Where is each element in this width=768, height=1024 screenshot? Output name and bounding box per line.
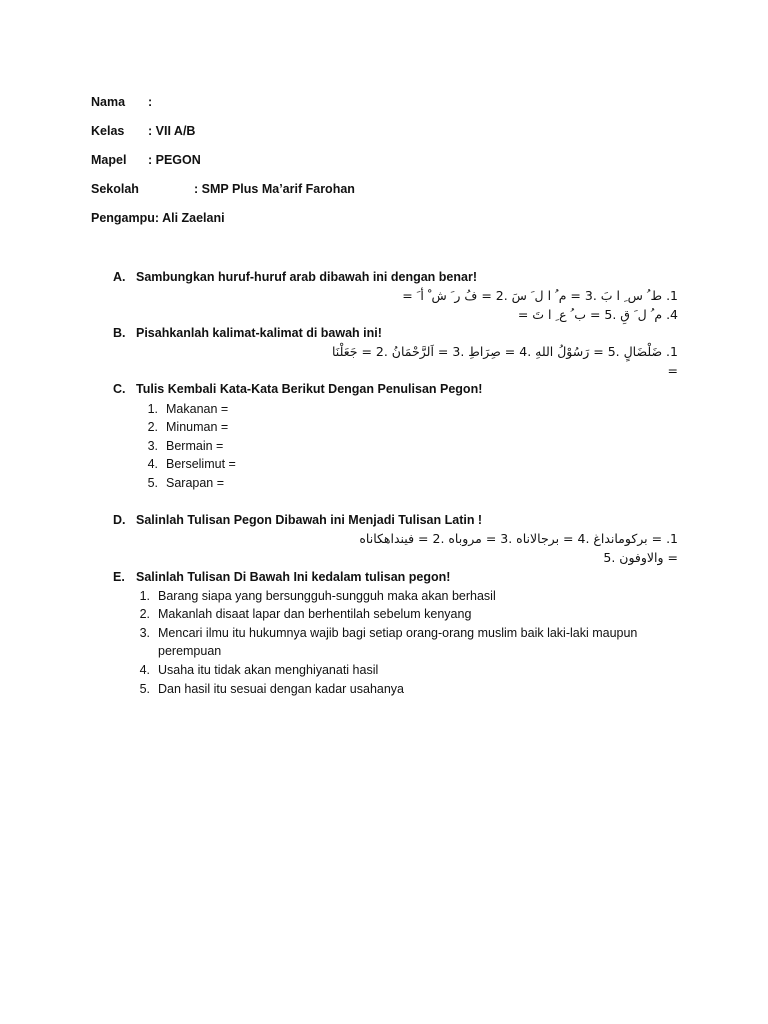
section-d-marker: D. <box>113 513 126 527</box>
section-b-line-2: = <box>667 363 678 378</box>
list-item <box>128 589 496 604</box>
section-c-title: Tulis Kembali Kata-Kata Berikut Dengan Penulisan Pegon! <box>136 382 483 396</box>
section-b-title: Pisahkanlah kalimat-kalimat di bawah ini! <box>136 326 382 340</box>
section-d-title: Salinlah Tulisan Pegon Dibawah ini Menjadi Tulisan Latin ! <box>136 513 483 527</box>
list-item-text: Makanan = <box>166 402 229 416</box>
section-d-line-2: = والاوفون .5 <box>603 550 678 565</box>
section-a-marker: A. <box>113 270 126 284</box>
list-item-number: 1. <box>139 589 150 603</box>
list-item <box>128 682 404 697</box>
section-b-line-1: 1. ضَلْضَالٍ .5 = رَسُوْلُ اللهِ .4 = صِرَاطِ .3 = اَلرَّحْمَانُ .2 = جَعَلْنَا <box>332 344 678 359</box>
list-item-number: 5. <box>139 682 150 696</box>
nama-value: : <box>148 95 153 109</box>
section-e-title: Salinlah Tulisan Di Bawah Ini kedalam tulisan pegon! <box>136 570 451 584</box>
list-item <box>136 439 223 454</box>
list-item-number: 2. <box>139 607 150 621</box>
section-d-line-1: 1. = بركومانداغ .4 = برجالاناه .3 = مروباه .2 = فينداهكاناه <box>359 531 678 546</box>
list-item <box>128 663 378 678</box>
list-item <box>128 607 471 622</box>
kelas-label: Kelas <box>91 124 125 138</box>
pengampu-line: Pengampu: Ali Zaelani <box>91 211 225 225</box>
kelas-value: : VII A/B <box>148 124 196 138</box>
list-item <box>136 402 228 417</box>
list-item <box>128 644 221 659</box>
mapel-value: : PEGON <box>148 153 201 167</box>
list-item-number: 4. <box>139 663 150 677</box>
list-item-number: 5. <box>147 476 158 490</box>
mapel-label: Mapel <box>91 153 127 167</box>
list-item <box>136 457 236 472</box>
list-item-text: Sarapan = <box>166 476 225 490</box>
list-item-text: Minuman = <box>166 420 229 434</box>
list-item-number: 3. <box>139 626 150 640</box>
list-item-number: 2. <box>147 420 158 434</box>
section-a-line-1: 1. ط ُ س ِ ا بَ .3 = م ُ ا ل َ سَ .2 = فُ ر َ ش ْ أ َ = <box>402 288 678 303</box>
sekolah-value: : SMP Plus Ma’arif Farohan <box>194 182 355 196</box>
list-item-text: Bermain = <box>166 439 224 453</box>
section-a-title: Sambungkan huruf-huruf arab dibawah ini dengan benar! <box>136 270 477 284</box>
section-c-marker: C. <box>113 382 126 396</box>
section-a-line-2: 4. م ُ ل َ قِ .5 = ب ُ ع ِ ا تَ = <box>517 307 678 322</box>
list-item-text: Berselimut = <box>166 457 236 471</box>
list-item-text: Barang siapa yang bersungguh-sungguh maka akan berhasil <box>158 589 496 603</box>
section-b-marker: B. <box>113 326 126 340</box>
list-item-text: Usaha itu tidak akan menghiyanati hasil <box>158 663 379 677</box>
list-item <box>136 476 224 491</box>
section-e-marker: E. <box>113 570 125 584</box>
nama-label: Nama <box>91 95 126 109</box>
list-item-number: 3. <box>147 439 158 453</box>
list-item-text: perempuan <box>158 644 222 658</box>
list-item <box>136 420 228 435</box>
list-item-text: Mencari ilmu itu hukumnya wajib bagi setiap orang-orang muslim baik laki-laki maupun <box>158 626 638 640</box>
sekolah-label: Sekolah <box>91 182 139 196</box>
list-item <box>128 626 637 641</box>
list-item-text: Makanlah disaat lapar dan berhentilah sebelum kenyang <box>158 607 472 621</box>
list-item-number: 4. <box>147 457 158 471</box>
list-item-text: Dan hasil itu sesuai dengan kadar usahanya <box>158 682 405 696</box>
list-item-number: 1. <box>147 402 158 416</box>
